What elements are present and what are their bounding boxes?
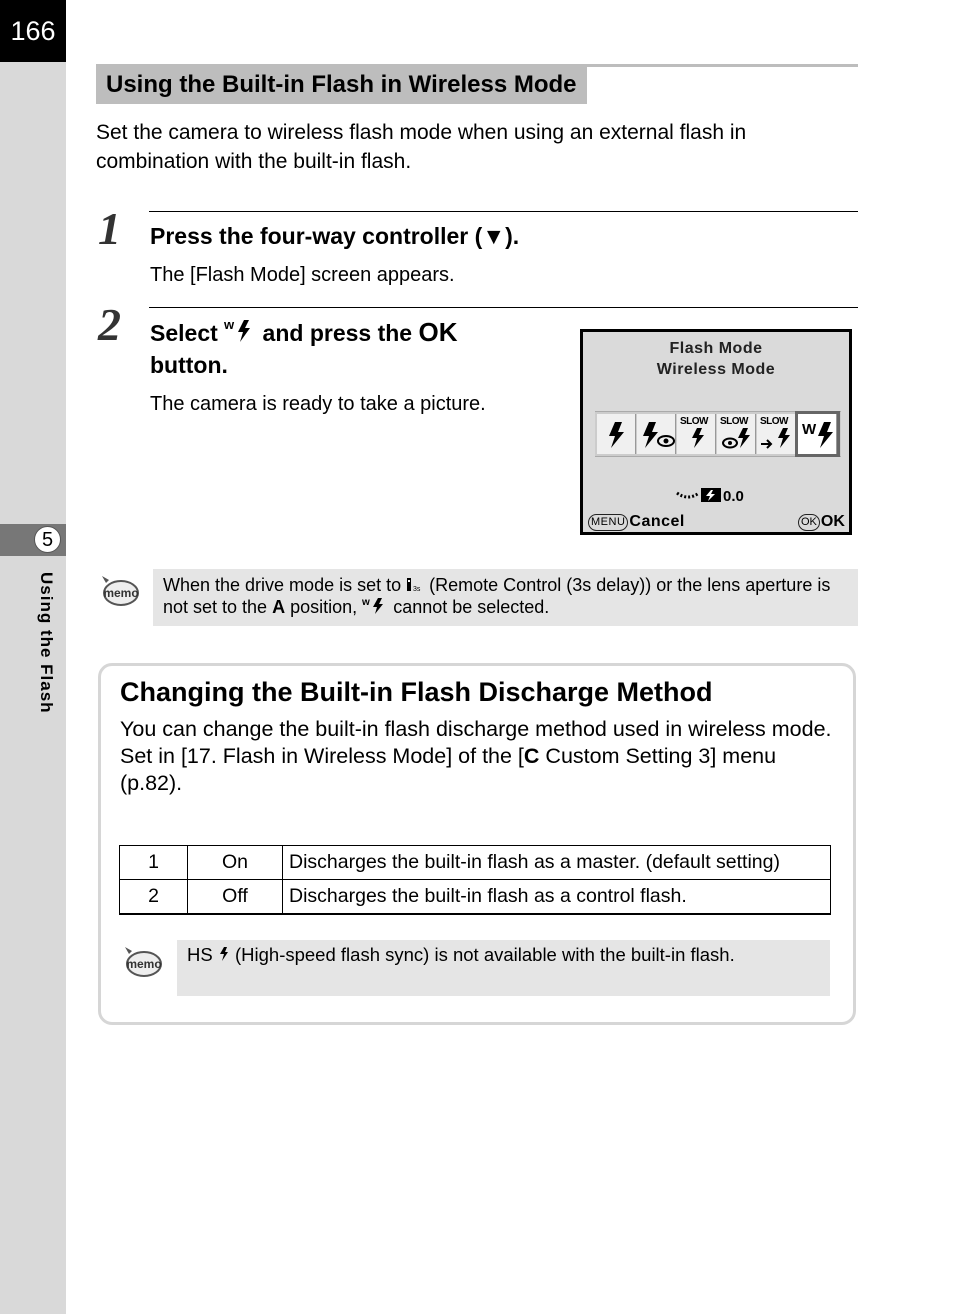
flash-mode-screen [580, 329, 852, 535]
lcd-title: Flash Mode [669, 340, 763, 357]
lcd-subtitle: Wireless Mode [656, 361, 776, 378]
box-line-2 [120, 743, 832, 797]
memo2-hs-label: HS [187, 944, 213, 965]
svg-text:memo: memo [103, 586, 139, 600]
step-2-rule [149, 307, 858, 308]
memo1-text-pre: When the drive mode is set to [163, 575, 402, 595]
cancel-control[interactable] [588, 513, 685, 531]
box-title: Changing the Built-in Flash Discharge Method [120, 677, 713, 707]
memo1-text-mid: (Remote Control (3s delay)) or the lens aperture is not set to the [163, 575, 831, 617]
ev-value: 0.0 [723, 488, 744, 505]
flash-auto-redeye-icon[interactable] [637, 414, 676, 454]
step-2-heading [150, 316, 530, 381]
step-1-heading-end: ). [505, 223, 520, 249]
step-2-number: 2 [98, 299, 121, 350]
section-intro: Set the camera to wireless flash mode when using an external flash in combination with the built-in flash. [96, 121, 747, 173]
step-2-body: The camera is ready to take a picture. [150, 393, 486, 415]
svg-text:w: w [224, 318, 235, 332]
page-number: 166 [0, 0, 66, 62]
table-cell-num: 2 [120, 880, 188, 915]
memo2-text: (High-speed flash sync) is not available with the built-in flash. [234, 944, 735, 965]
options-table [119, 845, 831, 915]
table-row [120, 846, 831, 880]
step-1-rule [149, 211, 858, 212]
step-2-heading-mid: and press the [262, 320, 413, 346]
wireless-mode-icon[interactable] [798, 414, 837, 454]
slow-label: SLOW [680, 416, 708, 427]
ok-label: OK [820, 513, 845, 530]
memo-note-2 [177, 940, 830, 996]
box-line-2-pre: Set in [17. Flash in Wireless Mode] of the [ [120, 744, 524, 768]
wireless-flash-icon [224, 318, 256, 342]
memo-icon [123, 945, 163, 979]
aperture-a-icon: A [272, 597, 286, 617]
table-row [120, 880, 831, 915]
ok-button-icon: OK [798, 514, 820, 531]
table-cell-setting: On [188, 846, 283, 880]
ok-button-icon: OK [418, 317, 458, 347]
table-cell-desc: Discharges the built-in flash as a master. (default setting) [283, 846, 831, 880]
box-line-1: You can change the built-in flash discharge method used in wireless mode. [120, 717, 832, 741]
down-arrow-icon: ▼ [482, 223, 506, 249]
trailing-curtain-sync-icon[interactable] [757, 414, 796, 454]
memo1-text-post: cannot be selected. [393, 597, 550, 617]
section-title: Using the Built-in Flash in Wireless Mode [96, 67, 587, 104]
menu-button-icon: MENU [588, 514, 628, 531]
flash-bolt-icon [218, 946, 230, 962]
table-cell-num: 1 [120, 846, 188, 880]
step-1-heading-text: Press the four-way controller ( [150, 223, 483, 249]
dial-flash-comp-icon [675, 487, 723, 503]
svg-text:w: w [362, 597, 370, 608]
step-2-heading-text: Select [150, 320, 218, 346]
slow-sync-redeye-icon[interactable] [717, 414, 756, 454]
flash-auto-icon[interactable] [597, 414, 636, 454]
memo-note-1 [153, 569, 858, 626]
wireless-flash-icon [362, 597, 388, 615]
chapter-number: 5 [34, 526, 61, 553]
cancel-label: Cancel [629, 513, 685, 530]
ok-control[interactable] [798, 513, 845, 531]
step-2-heading-end: button. [150, 352, 228, 378]
svg-text:W: W [802, 421, 817, 438]
chapter-title: Using the Flash [37, 572, 56, 714]
memo1-text-mid2: position, [290, 597, 358, 617]
sidebar [0, 0, 66, 1314]
svg-text:3s: 3s [413, 586, 421, 593]
step-1-heading [150, 220, 519, 252]
remote-3s-icon [406, 577, 424, 593]
slow-label: SLOW [720, 416, 748, 427]
flash-exposure-compensation [675, 487, 744, 505]
table-cell-desc: Discharges the built-in flash as a control flash. [283, 880, 831, 915]
slow-sync-icon[interactable] [677, 414, 716, 454]
svg-text:memo: memo [126, 957, 162, 971]
memo-icon [100, 574, 140, 608]
flash-mode-row [595, 411, 841, 457]
slow-label: SLOW [760, 416, 788, 427]
step-1-number: 1 [98, 203, 121, 254]
box-line-2-post: Custom Setting 3] menu (p.82). [120, 744, 777, 795]
box-text [120, 716, 832, 797]
step-1-body: The [Flash Mode] screen appears. [150, 264, 455, 286]
table-cell-setting: Off [188, 880, 283, 915]
custom-setting-c-icon: C [523, 744, 540, 768]
